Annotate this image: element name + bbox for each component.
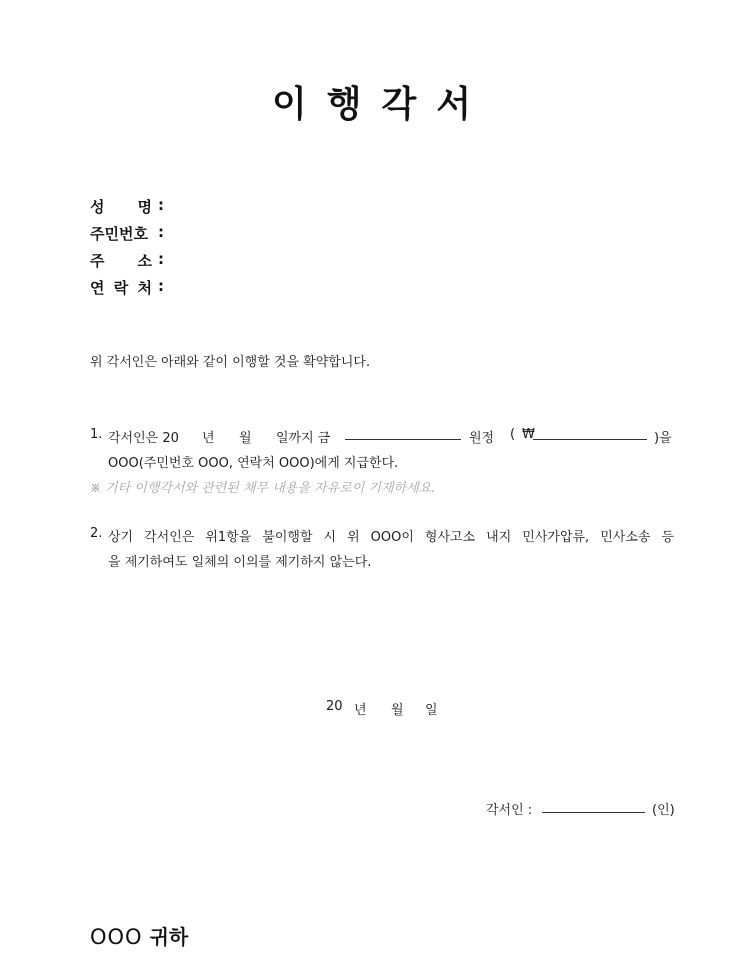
field-name-colon: :: [158, 196, 164, 214]
field-contact: [90, 277, 164, 298]
field-name-char-2: 명: [137, 198, 152, 216]
clause-1-paren-close: )을: [654, 431, 672, 446]
document-title: 이행각서: [271, 84, 492, 125]
clause-1-line-2: OOO(주민번호 OOO, 연락처 OOO)에게 지급한다.: [108, 456, 399, 471]
field-contact-char-2: 락: [113, 279, 129, 297]
recipient: [90, 921, 188, 950]
signature-seal: (인): [652, 803, 675, 818]
recipient-honorific: 귀하: [149, 925, 189, 949]
field-name: [90, 196, 164, 217]
clause-2-number: 2.: [90, 526, 103, 541]
clause-2-line-1: 상기 각서인은 위1항을 불이행할 시 위 OOO이 형사고소 내지 민사가압류, 민사소송 등: [108, 530, 674, 545]
clause-1-number: 1.: [90, 427, 103, 442]
signature-label: 각서인 :: [486, 803, 533, 818]
field-address-char-1: 주: [90, 252, 105, 270]
date-year: 20: [326, 699, 343, 714]
clause-1-won-label: 원정: [469, 431, 495, 446]
field-name-char-1: 성: [90, 198, 105, 216]
clause-1-day-unit: 일까지 금: [276, 431, 331, 446]
clause-1-year-unit: 년: [202, 431, 215, 446]
field-contact-char-1: 연: [90, 279, 105, 297]
clause-1-month-unit: 월: [239, 431, 252, 446]
numeric-amount-blank-line[interactable]: [533, 427, 647, 440]
amount-blank-line[interactable]: [345, 427, 461, 440]
clause-1-part-a: 각서인은 20: [108, 431, 179, 446]
field-address-char-2: 소: [137, 252, 152, 270]
clause-1-paren-open: (: [510, 427, 516, 442]
currency-symbol: ₩: [522, 427, 535, 442]
field-address-colon: :: [158, 250, 164, 268]
clause-2-line-2: 을 제기하여도 일체의 이의를 제기하지 않는다.: [108, 555, 372, 570]
date-day-unit: 일: [425, 703, 438, 718]
field-resident-number: [90, 223, 164, 244]
signature-blank-line[interactable]: [542, 800, 645, 813]
date-year-unit: 년: [354, 703, 367, 718]
field-address: [90, 250, 164, 271]
clause-1-note: ※ 기타 이행각서와 관련된 채무 내용을 자유로이 기재하세요.: [90, 481, 436, 496]
intro-statement: 위 각서인은 아래와 같이 이행할 것을 확약합니다.: [90, 355, 371, 370]
field-resident-number-colon: :: [158, 223, 164, 241]
recipient-name: OOO: [90, 925, 143, 949]
field-resident-number-label: 주민번호: [90, 225, 148, 243]
date-month-unit: 월: [391, 703, 404, 718]
field-contact-colon: :: [158, 277, 164, 295]
field-contact-char-3: 처: [137, 279, 152, 297]
